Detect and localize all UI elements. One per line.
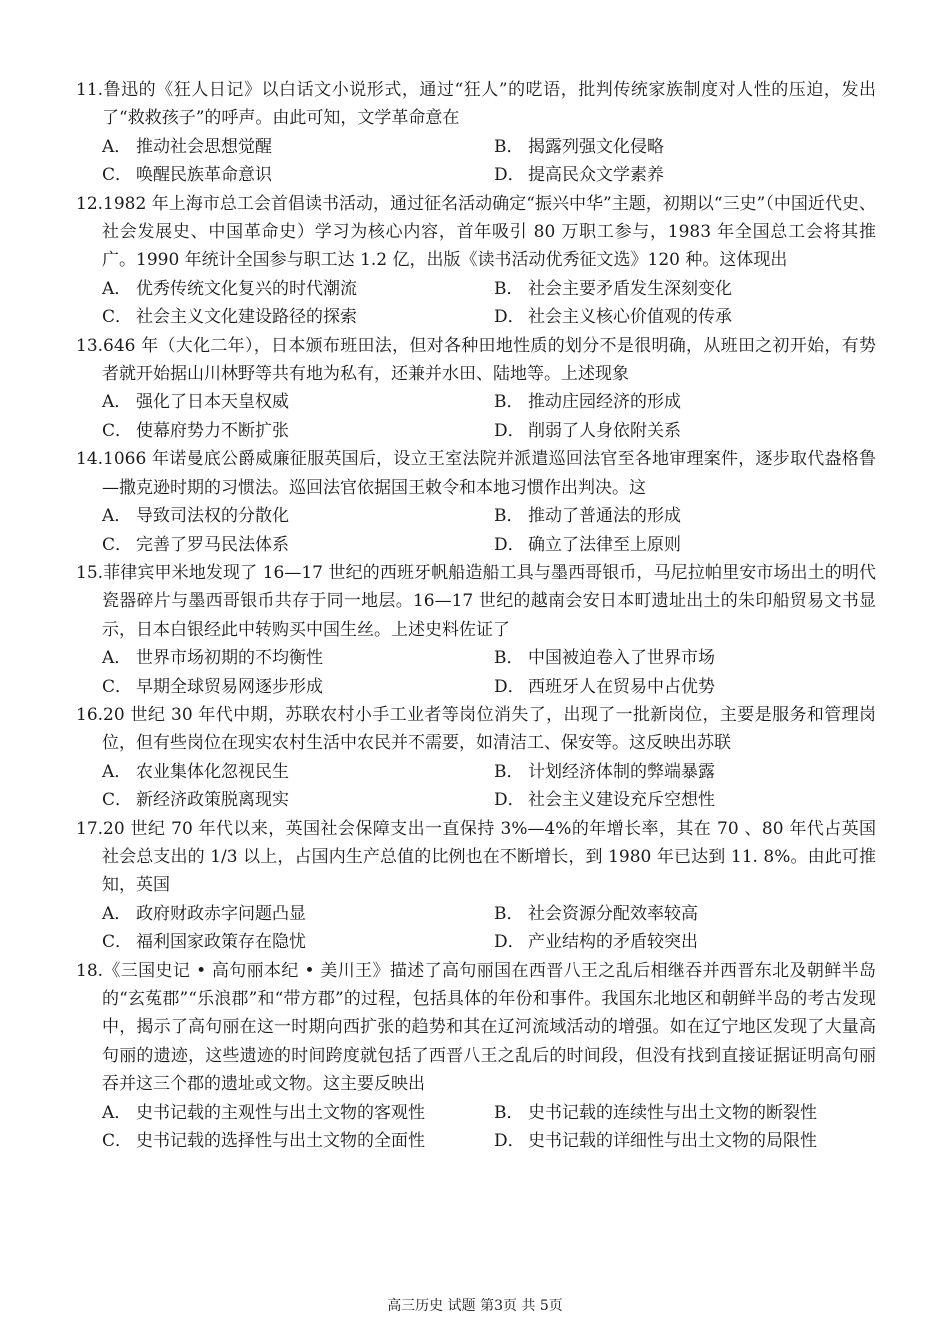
option-letter: A． <box>102 1102 132 1123</box>
question-text: 20 世纪 30 年代中期，苏联农村小手工业者等岗位消失了，出现了一批新岗位，主要是服务和管理岗位，但有些岗位在现实农村生活中农民并不需要，如清洁工、保安等。这反映出苏联 <box>102 704 876 754</box>
question-number: 14. <box>76 449 104 470</box>
question-stem <box>76 701 876 758</box>
option-text: 史书记载的详细性与出土文物的局限性 <box>528 1131 817 1152</box>
option-b <box>494 502 894 530</box>
option-letter: D． <box>494 932 525 953</box>
question-text: 1982 年上海市总工会首倡读书活动，通过征名活动确定“振兴中华”主题，初期以“三史”（中国近代史、社会发展史、中国革命史）学习为核心内容，首年吸引 80 万职工参与，1983 年全国总工会将其推广。1990 年统计全国参与职工达 1.2 亿，出版《读书活动优秀征文选》120 种。这体现出 <box>102 193 876 271</box>
answer-options <box>76 644 876 701</box>
option-text: 社会主义核心价值观的传承 <box>528 307 732 328</box>
question-number: 18. <box>76 960 104 981</box>
question-text: 20 世纪 70 年代以来，英国社会保障支出一直保持 3%—4%的年增长率，其在 70 、80 年代占英国社会总支出的 1/3 以上，占国内生产总值的比例也在不断增长，到 1980 年已达到 11. 8%。由此可推知，英国 <box>102 818 876 896</box>
option-a <box>102 502 494 530</box>
option-letter: D． <box>494 676 525 697</box>
option-text: 新经济政策脱离现实 <box>136 790 289 811</box>
option-letter: D． <box>494 1131 525 1152</box>
question-17 <box>76 815 876 957</box>
question-stem <box>76 332 876 389</box>
answer-options <box>76 758 876 815</box>
option-letter: A． <box>102 506 132 527</box>
option-text: 中国被迫卷入了世界市场 <box>528 648 715 669</box>
option-text: 社会主义文化建设路径的探索 <box>136 307 357 328</box>
option-a <box>102 644 494 672</box>
answer-options <box>76 388 876 445</box>
option-b <box>494 1099 894 1127</box>
option-letter: C． <box>102 790 133 811</box>
option-c <box>102 531 494 559</box>
question-16 <box>76 701 876 815</box>
question-number: 12. <box>76 193 104 214</box>
option-letter: A． <box>102 903 132 924</box>
option-text: 计划经济体制的弊端暴露 <box>528 761 715 782</box>
option-letter: A． <box>102 136 132 157</box>
option-d <box>494 1127 894 1155</box>
option-text: 强化了日本天皇权威 <box>136 392 289 413</box>
option-b <box>494 644 894 672</box>
option-b <box>494 133 894 161</box>
option-text: 西班牙人在贸易中占优势 <box>528 676 715 697</box>
option-text: 推动社会思想觉醒 <box>136 136 272 157</box>
answer-options <box>76 502 876 559</box>
option-letter: D． <box>494 790 525 811</box>
option-letter: A． <box>102 648 132 669</box>
option-text: 提高民众文学素养 <box>528 165 664 186</box>
question-stem <box>76 815 876 900</box>
question-text: 鲁迅的《狂人日记》以白话文小说形式，通过“狂人”的呓语，批判传统家族制度对人性的压迫，发出了“救救孩子”的呼声。由此可知，文学革命意在 <box>102 80 876 129</box>
option-text: 削弱了人身依附关系 <box>528 420 681 441</box>
question-15 <box>76 559 876 701</box>
question-number: 15. <box>76 562 104 583</box>
option-letter: D． <box>494 420 525 441</box>
option-d <box>494 786 894 814</box>
option-text: 产业结构的矛盾较突出 <box>528 932 698 953</box>
option-letter: C． <box>102 932 133 953</box>
option-text: 政府财政赤字问题凸显 <box>136 903 306 924</box>
option-c <box>102 303 494 331</box>
option-b <box>494 275 894 303</box>
option-d <box>494 531 894 559</box>
option-text: 推动庄园经济的形成 <box>528 392 681 413</box>
option-b <box>494 758 894 786</box>
question-text: 1066 年诺曼底公爵威廉征服英国后，设立王室法院并派遣巡回法官至各地审理案件，逐步取代盎格鲁—撒克逊时期的习惯法。巡回法官依据国王敕令和本地习惯作出判决。这 <box>102 449 876 498</box>
question-number: 17. <box>76 818 104 839</box>
option-letter: B． <box>494 648 524 669</box>
option-text: 社会主要矛盾发生深刻变化 <box>528 278 732 299</box>
question-text: 646 年（大化二年），日本颁布班田法，但对各种田地性质的划分不是很明确，从班田之初开始，有势者就开始据山川林野等共有地为私有，还兼并水田、陆地等。上述现象 <box>102 335 876 385</box>
option-letter: D． <box>494 534 525 555</box>
question-stem <box>76 559 876 644</box>
option-text: 史书记载的主观性与出土文物的客观性 <box>136 1102 425 1123</box>
option-text: 史书记载的连续性与出土文物的断裂性 <box>528 1102 817 1123</box>
option-d <box>494 673 894 701</box>
option-text: 推动了普通法的形成 <box>528 506 681 527</box>
option-text: 福利国家政策存在隐忧 <box>136 932 306 953</box>
question-stem <box>76 190 876 275</box>
option-text: 世界市场初期的不均衡性 <box>136 648 323 669</box>
option-letter: D． <box>494 307 525 328</box>
option-text: 唤醒民族革命意识 <box>136 165 272 186</box>
option-letter: A． <box>102 278 132 299</box>
option-text: 使幕府势力不断扩张 <box>136 420 289 441</box>
option-a <box>102 275 494 303</box>
answer-options <box>76 275 876 332</box>
option-b <box>494 388 894 416</box>
question-text: 菲律宾甲米地发现了 16—17 世纪的西班牙帆船造船工具与墨西哥银币，马尼拉帕里安市场出土的明代瓷器碎片与墨西哥银币共存于同一地层。16—17 世纪的越南会安日本町遗址出土的朱印船贸易文书显示，日本白银经此中转购买中国生丝。上述史料佐证了 <box>102 562 876 640</box>
option-a <box>102 388 494 416</box>
option-text: 农业集体化忽视民生 <box>136 761 289 782</box>
option-letter: B． <box>494 903 524 924</box>
option-text: 完善了罗马民法体系 <box>136 534 289 555</box>
option-letter: D． <box>494 165 525 186</box>
option-text: 社会主义建设充斥空想性 <box>528 790 715 811</box>
option-a <box>102 758 494 786</box>
option-text: 导致司法权的分散化 <box>136 506 289 527</box>
option-letter: A． <box>102 761 132 782</box>
option-letter: C． <box>102 420 133 441</box>
option-a <box>102 133 494 161</box>
option-text: 优秀传统文化复兴的时代潮流 <box>136 278 357 299</box>
page-footer: 高三历史 试题 第3页 共 5页 <box>387 1298 563 1314</box>
question-13 <box>76 332 876 446</box>
option-d <box>494 928 894 956</box>
option-text: 确立了法律至上原则 <box>528 534 681 555</box>
option-text: 史书记载的选择性与出土文物的全面性 <box>136 1131 425 1152</box>
option-d <box>494 303 894 331</box>
option-letter: B． <box>494 506 524 527</box>
option-letter: B． <box>494 392 524 413</box>
question-number: 13. <box>76 335 104 356</box>
option-d <box>494 417 894 445</box>
option-letter: A． <box>102 392 132 413</box>
option-letter: C． <box>102 534 133 555</box>
answer-options <box>76 1099 876 1156</box>
answer-options <box>76 133 876 190</box>
option-letter: B． <box>494 278 524 299</box>
option-a <box>102 1099 494 1127</box>
option-letter: C． <box>102 307 133 328</box>
question-12 <box>76 190 876 332</box>
option-letter: C． <box>102 676 133 697</box>
option-letter: C． <box>102 1131 133 1152</box>
option-letter: B． <box>494 1102 524 1123</box>
option-letter: C． <box>102 165 133 186</box>
question-11 <box>76 76 876 190</box>
option-c <box>102 1127 494 1155</box>
question-stem <box>76 76 876 133</box>
option-text: 社会资源分配效率较高 <box>528 903 698 924</box>
question-18 <box>76 957 876 1156</box>
question-stem <box>76 957 876 1099</box>
question-14 <box>76 445 876 559</box>
answer-options <box>76 900 876 957</box>
option-a <box>102 900 494 928</box>
option-c <box>102 928 494 956</box>
question-number: 16. <box>76 704 104 725</box>
option-c <box>102 417 494 445</box>
option-text: 早期全球贸易网逐步形成 <box>136 676 323 697</box>
option-text: 揭露列强文化侵略 <box>528 136 664 157</box>
question-number: 11. <box>76 80 104 100</box>
option-c <box>102 673 494 701</box>
option-d <box>494 161 894 189</box>
option-c <box>102 786 494 814</box>
question-list <box>76 76 876 1155</box>
option-letter: B． <box>494 761 524 782</box>
question-stem <box>76 445 876 502</box>
option-letter: B． <box>494 136 524 157</box>
question-text: 《三国史记 • 高句丽本纪 • 美川王》描述了高句丽国在西晋八王之乱后相继吞并西晋东北及朝鲜半岛的“玄菟郡”“乐浪郡”和“带方郡”的过程，包括具体的年份和事件。我国东北地区和朝鲜半岛的考古发现中，揭示了高句丽在这一时期向西扩张的趋势和其在辽河流域活动的增强。如在辽宁地区发现了大量高句丽的遗迹，这些遗迹的时间跨度就包括了西晋八王之乱后的时间段，但没有找到直接证据证明高句丽吞并这三个郡的遗址或文物。这主要反映出 <box>102 960 876 1095</box>
option-c <box>102 161 494 189</box>
option-b <box>494 900 894 928</box>
